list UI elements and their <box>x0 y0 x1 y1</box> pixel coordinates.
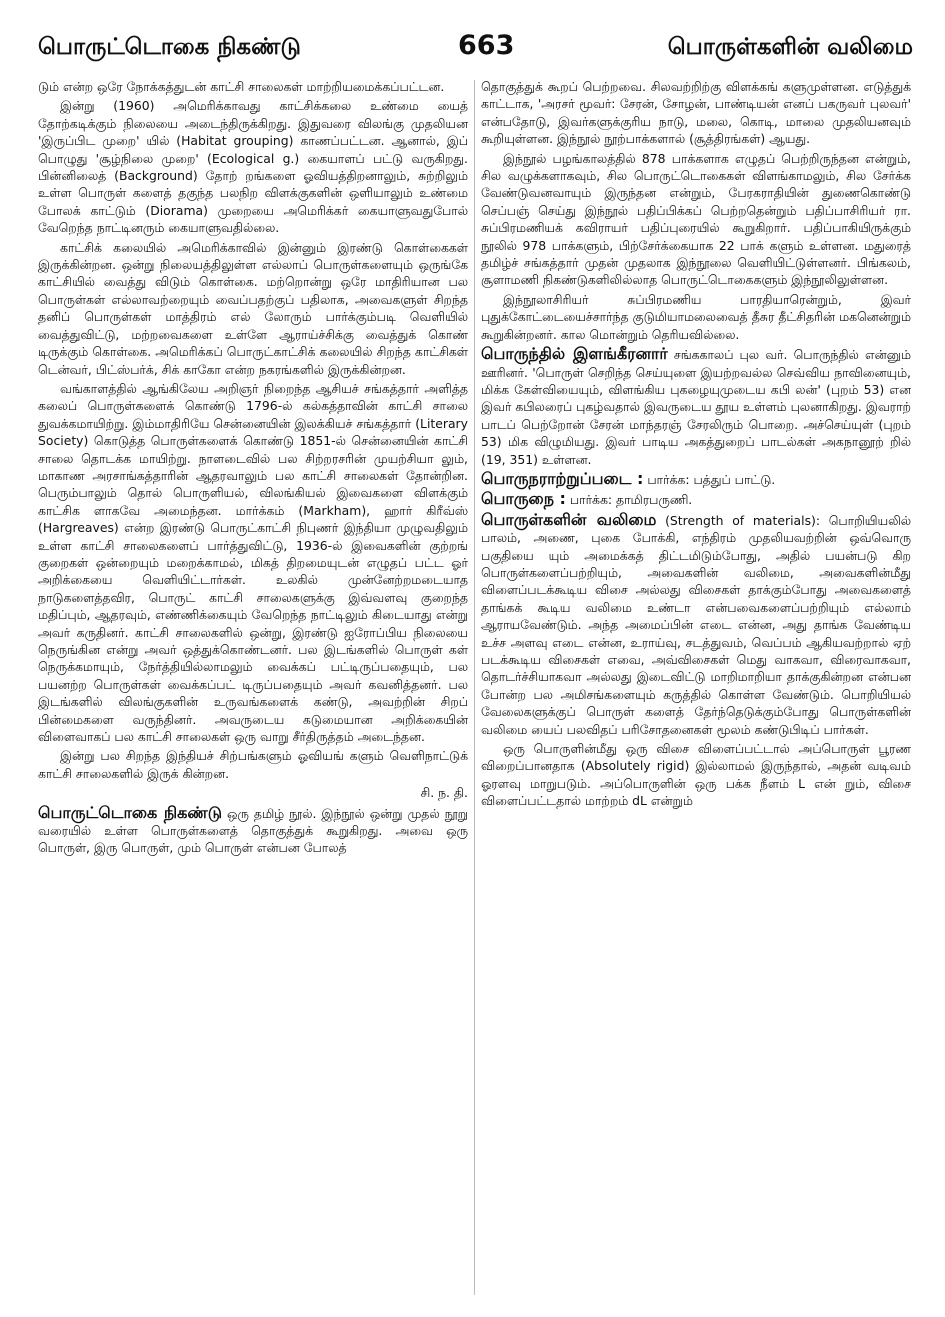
paragraph: இன்று பல சிறந்த இந்தியச் சிற்பங்களும் ஓவியங் களும் வெளிநாட்டுக் காட்சி சாலைகளில் இருக் கின்றன. <box>38 748 468 781</box>
author-initials: சி. ந. தி. <box>420 785 468 801</box>
entry-text: சங்ககாலப் புல வர். பொருந்தில் என்னும் ஊரினர். 'பொருள் செறிந்த செய்யுளை இயற்றவல்ல செவ்விய நாவினையும், மிக்க கேள்வியையும், விளங்கிய புகழையுமுடைய கபி லன்' (புறம் 53) என இவர் கபிலரைப் புகழ்வதால் இவருடைய தூய உள்ளம் புலனாகிறது. இவராற் பாடப் பெற்றோன் சேரன் மாந்தரஞ் சேரலிரும் பொறை. அச்செய்யுள் (புறம் 53) மிக விழுமியது. இவர் பாடிய அகத்துறைப் பாடல்கள் அகநானூற் றில் (19, 351) உள்ளன. <box>481 347 911 467</box>
entry-headword: பொருநை : <box>481 489 566 509</box>
entry-text: ஒரு தமிழ் நூல். இந்நூல் ஒன்று முதல் நூறு வரையில் உள்ள பொருள்களைத் தொகுத்துக் கூறுகிறது. அவை ஒரு பொருள், இரு பொருள், மும் பொருள் என்பன போலத் <box>38 805 468 856</box>
right-column <box>481 78 911 1298</box>
paragraph: இந்நூலாசிரியர் சுப்பிரமணிய பாரதியாரென்றும், இவர் புதுக்கோட்டையைச்சார்ந்த குடுமியாமலைவைத் தீசுர தீட்சிதரின் மகனென்றும் கூறுகின்றனர். கால மொன்றும் தெரியவில்லை. <box>481 291 911 342</box>
entry <box>481 511 911 738</box>
entry-headword: பொருநராற்றுப்படை : <box>481 468 644 488</box>
entry-headword: பொருந்தில் இளங்கீரனார் <box>481 344 668 364</box>
paragraph: காட்சிக் கலையில் அமெரிக்காவில் இன்னும் இரண்டு கொள்கைகள் இருக்கின்றன. ஒன்று நிலையத்திலுள்ள எல்லாப் பொருள்களையும் ஒருங்கே காட்சியில் வைத்து விடும் கொள்கை. மற்றொன்று ஒரே மாதிரியான பல பொருள்கள் எல்லாவற்றையும் வைப்பதற்குப் பதிலாக, அவைகளுள் சிறந்த தனிப் பொருள்கள் மாத்திரம் எல் லோரும் பார்க்கும்படி வெளியில் வைத்துவிட்டு, மற்றவைகளை உள்ளே ஆராய்ச்சிக்கு வைத்துக் கொண் டிருக்கும் கொள்கை. அமெரிக்கப் பொருட்காட்சிக் கலையில் சிறந்த காட்சிகள் டென்வர், பிட்ஸ்பர்க், சிக் காகோ என்ற நகரங்களில் இருக்கின்றன. <box>38 239 468 377</box>
entry <box>481 470 911 488</box>
left-column <box>38 78 468 1298</box>
paragraph: தொகுத்துக் கூறப் பெற்றவை. சிலவற்றிற்கு விளக்கங் களுமுள்ளன. எடுத்துக் காட்டாக, 'அரசர் மூவர்: சேரன், சோழன், பாண்டியன் எனப் பகருவர் புலவர்' என்பதோடு, இவர்களுக்குரிய நாடு, மலை, கொடி, மாலை முதலியனவும் கூறியுள்ளன. இந்நூல் நூற்பாக்களால் (சூத்திரங்கள்) ஆயது. <box>481 79 911 147</box>
entry <box>481 345 911 468</box>
entry-headword: பொருள்களின் வலிமை <box>481 509 657 529</box>
paragraph: இந்நூல் பழங்காலத்தில் 878 பாக்களாக எழுதப் பெற்றிருந்தன என்றும், சில வழுக்களாகவும், சில பொருட்டொகைகள் விளங்காமலும், சில சேர்க்க வேண்டுவனவாயும் இருந்தன என்றும், பேரகராதியின் துணைகொண்டு செப்பஞ் செய்து இந்நூல் பதிப்பிக்கப் பெற்றதென்றும் பதிப்பாசிரியர் ரா. சுப்பிரமணியக் கவிராயர் பதிப்புரையில் கூறுகிறார். பதிப்பாகியிருக்கும் நூலில் 978 பாக்களும், பிற்சேர்க்கையாக 22 பாக் களும் உள்ளன. மதுரைத் தமிழ்ச் சங்கத்தார் முதன் முதலாக இந்நூலை வெளியிட்டுள்ளனர். பிங்கலம், சூளாமணி நிகண்டுகளிலில்லாத பொருட்டொகைகளும் இந்நூலிலுள்ளன. <box>481 150 911 288</box>
header-right-title: பொருள்களின் வலிமை <box>667 34 913 60</box>
entry <box>481 490 911 508</box>
paragraph: ஒரு பொருளின்மீது ஒரு விசை விளைப்பட்டால் அப்பொருள் பூரண விறைப்பானதாக (Absolutely rigid) இல்லாமல் இருந்தால், அதன் வடிவம் ஓரளவு மாறுபடும். அப்பொருளின் ஒரு பக்க நீளம் L என் றும், விசை விளைப்பட்டதால் மாற்றம் dL என்றும் <box>481 741 911 809</box>
entry-text: பார்க்க: பத்துப் பாட்டு. <box>647 471 776 487</box>
column-divider <box>474 80 475 1295</box>
entry <box>38 804 468 857</box>
page-number: 663 <box>458 30 515 61</box>
entry-text: பார்க்க: தாமிரபருணி. <box>569 492 693 508</box>
entry-text: (Strength of materials): பொறியியலில் பாலம், அணை, புகை போக்கி, எந்திரம் முதலியவற்றின் ஒவ்வொரு பகுதியை யும் அமைக்கத் திட்டமிடும்போது, அதில் பயன்படு கிற பொருள்களைப்பற்றியும், அவைகளின் வலிமை, அவைகளின்மீது விளைப்படக்கூடிய விசை அல்லது விசைகள் தாக்கும்போது அவைகளைத் தாங்கக் கூடிய வலிமை உண்டா என்பவைகளைப்பற்றியும் எல்லாம் ஆராயவேண்டும். அந்த அமைப்பின் எடை என்ன, அது தாங்க வேண்டிய உச்ச அளவு எடை என்ன, உராய்வு, சடத்துவம், வெப்பம் ஆகியவற்றால் ஏற் படக்கூடிய விசைகள் எவை, அவ்விசைகள் மெது வாகவா, விரைவாகவா, தொடர்ச்சியாகவா அல்லது இடைவிட்டு மாறிமாறியா தாக்குகின்றன என்பன போன்ற பல அமிசங்களையும் கருத்தில் கொள்ள வேண்டும். பொறியியல் வேலைகளுக்குப் பொருள் களைத் தேர்ந்தெடுக்கும்போது பொருள்களின் வலிமை யைப் பலவிதப் பரிசோதனைகள் மூலம் கண்டுபிடிப் பார்கள். <box>481 512 911 737</box>
running-header <box>38 30 913 70</box>
header-left-title: பொருட்டொகை நிகண்டு <box>38 34 301 60</box>
paragraph: வங்காளத்தில் ஆங்கிலேய அறிஞர் நிறைந்த ஆசியச் சங்கத்தார் அளித்த கலைப் பொருள்களைக் கொண்டு 1796-ல் கல்கத்தாவின் காட்சி சாலை துவக்கமாயிற்று. இம்மாதிரியே சென்னையின் இலக்கியச் சங்கத்தார் (Literary Society) கொடுத்த பொருள்களைக் கொண்டு 1851-ல் சென்னையின் காட்சி சாலை தொடக்க மாயிற்று. நாளடைவில் பல சிற்றரசரின் முயற்சியா லும், மாகாண அரசாங்கத்தாரின் ஆதரவாலும் பல காட்சி சாலைகள் தோன்றின. பெரும்பாலும் தொல் பொருளியல், விலங்கியல் இவைகளை விளக்கும் காட்சிக ளாகவே அமைந்தன. மார்க்கம் (Markham), ஹார் கிரீவ்ஸ் (Hargreaves) என்ற இரண்டு பொருட்காட்சி நிபுணர் இந்தியா முழுவதிலும் உள்ள காட்சி சாலைகளைப் பார்த்துவிட்டு, 1936-ல் இவைகளின் குற்றங் குறைகள் ஒன்றையும் மறைக்காமல், மிகத் திறமையுடன் எழுதப் பட்ட ஓர் அறிக்கையை வெளியிட்டார்கள். உலகில் முன்னேற்றமடையாத நாடுகளைத்தவிர, பொருட் காட்சி சாலைகளுக்கு இவ்வளவு குறைந்த மதிப்பும், ஆதரவும், எண்ணிக்கையும் வேறெந்த நாட்டிலும் கிடையாது என்று அவர் கருதினர். காட்சி சாலைகளில் ஒன்று, இரண்டு ஐரோப்பிய நிலையை நெருங்கின என்று அவர் ஒத்துக்கொண்டனர். பல இடங்களில் பொருள் கள் நெருக்கமாயும், நேர்த்தியில்லாமலும் வைக்கப் பட்டிருப்பதையும், பல பயனற்ற பொருள்கள் வைக்கப்பட் டிருப்பதையும் அவர் கவனித்தனர். பல இடங்களில் விலங்குகளின் உருவங்களைக் கண்டு, அவற்றின் சிறப் பின்மைகளை வருந்தினர். அவருடைய கடுமையான அறிக்கையின் விளைவாகப் பல காட்சி சாலைகள் ஒரு வாறு சீர்திருத்தம் அடைந்தன. <box>38 380 468 745</box>
paragraph: இன்று (1960) அமெரிக்காவது காட்சிக்கலை உண்மை யைத் தோற்கடிக்கும் நிலையை அடைந்திருக்கிறது. இதுவரை விலங்கு முதலியன 'இருப்பிட முறை' யில் (Habitat grouping) காணப்பட்டன. ஆனால், இப் பொழுது 'சூழ்நிலை முறை' (Ecological g.) கையாளப் பட்டு வருகிறது. பின்னிலைத் (Background) தோற் றங்களை ஓவியத்திறனாலும், சுற்றிலும் உள்ள பொருள் களைத் தகுந்த பலநிற விளக்குகளின் ஒளியாலும் உண்மை போலக் காட்டும் (Diorama) முறையை அமெரிக்கர் கையாளுவதுபோல் வேறெந்த நாட்டினரும் கையாளுவதில்லை. <box>38 98 468 236</box>
paragraph: டும் என்ற ஒரே நோக்கத்துடன் காட்சி சாலைகள் மாற்றியமைக்கப்பட்டன. <box>38 79 445 94</box>
entry-headword: பொருட்டொகை நிகண்டு <box>38 802 222 822</box>
